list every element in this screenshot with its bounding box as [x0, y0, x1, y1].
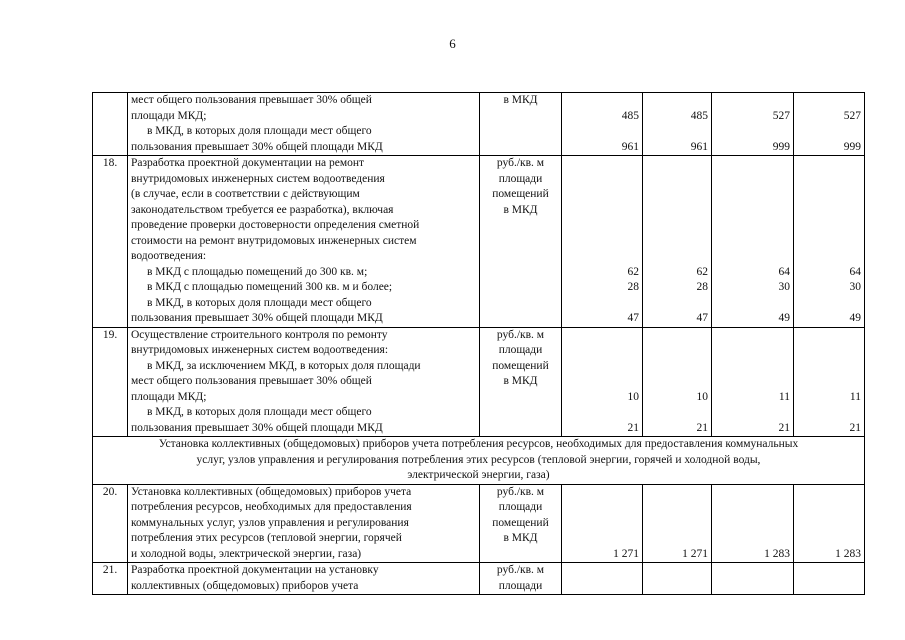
value-line: 485: [690, 109, 708, 122]
section-title: [93, 437, 865, 485]
row-value: [712, 484, 794, 563]
row-value: [794, 484, 865, 563]
value-line: [565, 516, 639, 532]
value-line: [797, 296, 861, 312]
value-line: [715, 296, 790, 312]
table-row: [93, 563, 865, 595]
row-value: [562, 93, 643, 156]
value-line: [565, 500, 639, 516]
description-line: проведение проверки достоверности определения сметной: [131, 219, 420, 231]
value-line: 11: [778, 390, 790, 403]
value-line: 62: [696, 265, 708, 278]
value-line: 999: [772, 140, 790, 153]
value-line: [715, 563, 790, 579]
value-line: [715, 374, 790, 390]
value-line: 485: [621, 109, 639, 122]
row-value: [794, 156, 865, 328]
value-line: 1 271: [613, 547, 639, 560]
value-line: [715, 405, 790, 421]
value-line: [565, 563, 639, 579]
row-number: 20.: [93, 484, 128, 563]
value-line: [797, 500, 861, 516]
value-line: 11: [849, 390, 861, 403]
table-row: [93, 484, 865, 563]
value-line: [646, 500, 708, 516]
description-line: площади МКД;: [131, 390, 207, 403]
description-line: пользования превышает 30% общей площади МКД: [131, 312, 383, 324]
value-line: 47: [696, 312, 708, 324]
description-line: площади МКД;: [131, 109, 207, 122]
value-line: 21: [849, 421, 861, 434]
description-line: в МКД, в которых доля площади мест общего: [147, 296, 372, 309]
value-line: [797, 93, 861, 109]
description-line: стоимости на ремонт внутридомовых инженерных систем: [131, 234, 417, 247]
value-line: [565, 328, 639, 344]
description-line: в МКД с площадью помещений 300 кв. м и более;: [147, 281, 393, 293]
value-line: 64: [778, 265, 790, 278]
value-line: [797, 218, 861, 234]
value-line: [715, 359, 790, 375]
value-line: 21: [778, 421, 790, 434]
value-line: [646, 374, 708, 390]
value-line: [797, 328, 861, 344]
value-line: [646, 218, 708, 234]
row-value: [712, 93, 794, 156]
row-unit: [480, 563, 562, 595]
unit-line: площади: [498, 579, 543, 592]
description-line: в МКД с площадью помещений до 300 кв. м;: [147, 265, 368, 278]
value-line: 527: [772, 109, 790, 122]
value-line: [565, 234, 639, 250]
value-line: [646, 563, 708, 579]
value-line: [797, 234, 861, 250]
tariff-table: [92, 92, 865, 595]
value-line: [565, 172, 639, 188]
value-line: 28: [627, 281, 639, 293]
value-line: [797, 374, 861, 390]
description-line: коммунальных услуг, узлов управления и регулирования: [131, 516, 409, 529]
row-value: [794, 563, 865, 595]
value-line: 30: [778, 281, 790, 293]
description-line: в МКД, в которых доля площади мест общего: [147, 406, 372, 418]
value-line: [646, 296, 708, 312]
value-line: [797, 249, 861, 265]
description-line: Разработка проектной документации на ремонт: [131, 157, 365, 169]
row-unit: [480, 156, 562, 328]
description-line: законодательством требуется ее разработка), включая: [131, 203, 394, 216]
value-line: 49: [849, 312, 861, 324]
description-line: пользования превышает 30% общей площади МКД: [131, 140, 383, 153]
value-line: [646, 579, 708, 595]
value-line: [715, 485, 790, 501]
value-line: [797, 156, 861, 172]
value-line: [646, 359, 708, 375]
row-unit: [480, 484, 562, 563]
unit-line: в МКД: [503, 375, 538, 387]
value-line: [565, 156, 639, 172]
value-line: [715, 234, 790, 250]
value-line: [715, 172, 790, 188]
value-line: 1 271: [682, 547, 708, 560]
value-line: [715, 516, 790, 532]
description-line: Разработка проектной документации на установку: [131, 564, 379, 576]
description-line: в МКД, за исключением МКД, в которых доля площади: [147, 359, 421, 372]
unit-line: помещений: [492, 359, 549, 372]
value-line: [715, 531, 790, 547]
row-number: 19.: [93, 327, 128, 437]
row-number: 21.: [93, 563, 128, 595]
description-line: Установка коллективных (общедомовых) приборов учета: [131, 485, 412, 498]
value-line: [565, 124, 639, 140]
value-line: 961: [621, 140, 639, 153]
value-line: [797, 187, 861, 203]
row-description: [128, 156, 480, 328]
value-line: [646, 234, 708, 250]
table-row: [93, 327, 865, 437]
value-line: [565, 249, 639, 265]
value-line: [715, 203, 790, 219]
row-value: [643, 327, 712, 437]
value-line: [797, 563, 861, 579]
value-line: [565, 359, 639, 375]
row-value: [712, 563, 794, 595]
value-line: [646, 531, 708, 547]
unit-line: площади: [498, 344, 543, 356]
value-line: 30: [849, 281, 861, 293]
value-line: 1 283: [764, 547, 790, 560]
value-line: 28: [696, 281, 708, 293]
unit-line: руб./кв. м: [496, 157, 545, 169]
table-row: [93, 156, 865, 328]
value-line: 10: [627, 390, 639, 403]
value-line: 62: [627, 265, 639, 278]
value-line: [646, 172, 708, 188]
value-line: [797, 203, 861, 219]
value-line: 21: [627, 421, 639, 434]
value-line: [565, 218, 639, 234]
description-line: внутридомовых инженерных систем водоотведения:: [131, 344, 389, 356]
value-line: [646, 249, 708, 265]
value-line: [797, 531, 861, 547]
value-line: [646, 124, 708, 140]
unit-line: площади: [498, 501, 543, 513]
row-value: [712, 156, 794, 328]
description-line: мест общего пользования превышает 30% общей: [131, 375, 372, 387]
value-line: [565, 187, 639, 203]
description-line: Осуществление строительного контроля по ремонту: [131, 328, 388, 341]
value-line: 10: [696, 390, 708, 403]
value-line: [646, 328, 708, 344]
row-value: [794, 327, 865, 437]
value-line: [715, 93, 790, 109]
row-value: [643, 563, 712, 595]
row-number: [93, 93, 128, 156]
table-row: [93, 93, 865, 156]
value-line: [715, 249, 790, 265]
value-line: [715, 124, 790, 140]
section-title-line: электрической энергии, газа): [407, 469, 550, 481]
row-value: [562, 156, 643, 328]
value-line: [646, 485, 708, 501]
value-line: [715, 187, 790, 203]
value-line: [565, 296, 639, 312]
value-line: [646, 187, 708, 203]
value-line: [646, 405, 708, 421]
row-value: [643, 156, 712, 328]
page-number: 6: [449, 36, 456, 51]
section-title-line: услуг, узлов управления и регулирования потребления этих ресурсов (тепловой энергии, горячей и холодной воды,: [196, 453, 761, 466]
value-line: [797, 343, 861, 359]
value-line: [715, 579, 790, 595]
value-line: [565, 579, 639, 595]
unit-line: в МКД: [503, 532, 538, 544]
unit-line: в МКД: [503, 203, 538, 216]
value-line: [565, 93, 639, 109]
value-line: [565, 531, 639, 547]
value-line: [797, 172, 861, 188]
value-line: [797, 405, 861, 421]
row-value: [794, 93, 865, 156]
unit-line: руб./кв. м: [496, 564, 545, 576]
value-line: [797, 485, 861, 501]
value-line: [646, 156, 708, 172]
value-line: 999: [843, 140, 861, 153]
value-line: [565, 374, 639, 390]
unit-line: площади: [498, 172, 543, 185]
value-line: 1 283: [835, 547, 861, 560]
value-line: [715, 156, 790, 172]
value-line: [797, 516, 861, 532]
section-title-line: Установка коллективных (общедомовых) приборов учета потребления ресурсов, необходимых для предоставления коммунальных: [158, 438, 799, 450]
description-line: мест общего пользования превышает 30% общей: [131, 94, 372, 106]
section-header-row: [93, 437, 865, 485]
row-number: 18.: [93, 156, 128, 328]
row-description: [128, 484, 480, 563]
unit-line: помещений: [492, 516, 549, 529]
value-line: [715, 328, 790, 344]
description-line: в МКД, в которых доля площади мест общего: [147, 125, 372, 137]
value-line: [565, 485, 639, 501]
value-line: [565, 405, 639, 421]
unit-line: в МКД: [503, 94, 538, 106]
description-line: внутридомовых инженерных систем водоотведения: [131, 172, 385, 185]
value-line: [797, 579, 861, 595]
value-line: 47: [627, 312, 639, 324]
row-value: [643, 484, 712, 563]
value-line: [715, 343, 790, 359]
description-line: коллективных (общедомовых) приборов учета: [131, 579, 359, 592]
unit-line: помещений: [492, 188, 549, 200]
value-line: [646, 516, 708, 532]
description-line: водоотведения:: [131, 250, 207, 262]
unit-line: руб./кв. м: [496, 328, 545, 341]
row-value: [562, 327, 643, 437]
row-value: [562, 484, 643, 563]
row-unit: [480, 93, 562, 156]
value-line: 64: [849, 265, 861, 278]
value-line: [646, 203, 708, 219]
value-line: [715, 218, 790, 234]
row-value: [643, 93, 712, 156]
value-line: 527: [843, 109, 861, 122]
description-line: пользования превышает 30% общей площади МКД: [131, 421, 383, 434]
value-line: 21: [696, 421, 708, 434]
value-line: [565, 203, 639, 219]
value-line: [715, 500, 790, 516]
value-line: [646, 343, 708, 359]
value-line: [797, 359, 861, 375]
row-description: [128, 563, 480, 595]
description-line: и холодной воды, электрической энергии, газа): [131, 547, 362, 560]
row-value: [712, 327, 794, 437]
value-line: [565, 343, 639, 359]
value-line: [646, 93, 708, 109]
unit-line: руб./кв. м: [496, 485, 545, 498]
row-value: [562, 563, 643, 595]
value-line: [797, 124, 861, 140]
description-line: (в случае, если в соответствии с действующим: [131, 188, 360, 200]
value-line: 961: [690, 140, 708, 153]
row-description: [128, 327, 480, 437]
row-description: [128, 93, 480, 156]
value-line: 49: [778, 312, 790, 324]
row-unit: [480, 327, 562, 437]
description-line: потребления ресурсов, необходимых для предоставления: [131, 501, 412, 513]
description-line: потребления этих ресурсов (тепловой энергии, горячей: [131, 532, 402, 544]
